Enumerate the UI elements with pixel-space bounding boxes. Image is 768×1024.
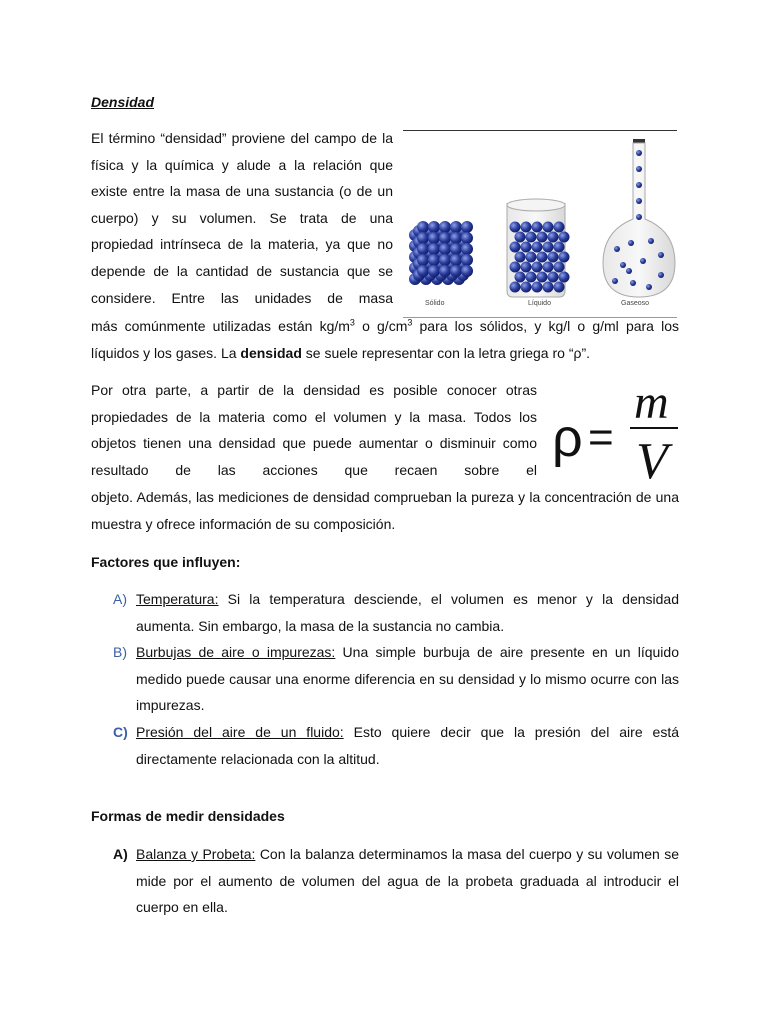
units-text: o g/cm (354, 318, 408, 334)
sphere-particle (515, 252, 526, 263)
sphere-particle (532, 242, 543, 253)
density-formula (550, 376, 680, 486)
sphere-particle (450, 265, 462, 277)
sphere-particle (532, 262, 543, 273)
factors-heading: Factores que influyen: (91, 554, 241, 570)
sphere-particle (537, 252, 548, 263)
sphere-particle (630, 280, 636, 286)
method-text: Con la balanza determinamos la masa del cuerpo y su volumen se mide por el aumento de volumen del agua de la probeta graduada al introducir el cuerpo en ella. (136, 846, 680, 916)
sphere-particle (626, 268, 632, 274)
sphere-particle (461, 243, 473, 255)
units-text: para los sólidos, y kg/l o g/ml para los líquidos y los gases. La (91, 318, 680, 361)
sphere-particle (450, 221, 462, 233)
units-text: más comúnmente utilizadas están kg/m (91, 318, 350, 334)
factor-text: Esto quiere decir que la presión del aire está directamente relacionada con la altitud. (136, 723, 679, 767)
intro-paragraph-tail (91, 313, 679, 366)
factors-list (113, 586, 679, 772)
sphere-particle (510, 222, 521, 233)
list-item (113, 841, 679, 921)
sphere-particle (537, 272, 548, 283)
bold-term: densidad (240, 344, 302, 361)
sphere-particle (450, 232, 462, 244)
sphere-particle (636, 198, 642, 204)
sphere-particle (628, 240, 634, 246)
intro-paragraph-lines: El término “densidad” proviene del campo de la física y la química y alude a la relación que existe entre la masa de una sustancia (o de un cuerpo) y su volumen. Se trata de una propiedad intrínseca de la materia, ya que no depende de la cantidad de sustancia que se considere. Entre las unidades de masa (91, 130, 393, 306)
sphere-particle (640, 258, 646, 264)
gas-state-image (603, 139, 675, 297)
sphere-particle (428, 221, 440, 233)
superscript: 3 (349, 317, 355, 328)
sphere-particle (461, 265, 473, 277)
factor-term: Temperatura: (136, 591, 219, 607)
sphere-particle (515, 232, 526, 243)
sphere-particle (548, 232, 559, 243)
methods-heading: Formas de medir densidades (91, 808, 285, 824)
sphere-particle (636, 214, 642, 220)
sphere-particle (612, 278, 618, 284)
sphere-particle (521, 242, 532, 253)
sphere-particle (439, 265, 451, 277)
sphere-particle (636, 182, 642, 188)
liquid-state-image (507, 199, 570, 297)
sphere-particle (559, 252, 570, 263)
second-paragraph-lines: Por otra parte, a partir de la densidad es posible conocer otras propiedades de la materia como el volumen y la masa. Todos los objetos tienen una densidad que puede aumentar o disminuir como resultado de las acciones que recaen sobre el (91, 382, 537, 478)
equals-sign: = (588, 413, 614, 462)
sphere-particle (417, 221, 429, 233)
sphere-particle (521, 262, 532, 273)
sphere-particle (521, 222, 532, 233)
liquid-label: Líquido (528, 300, 551, 307)
sphere-particle (521, 282, 532, 293)
sphere-particle (526, 252, 537, 263)
solid-label: Sólido (425, 300, 445, 307)
list-item (113, 639, 679, 719)
sphere-particle (614, 246, 620, 252)
states-of-matter-figure (403, 130, 677, 318)
sphere-particle (636, 166, 642, 172)
list-marker: C) (113, 723, 128, 740)
sphere-particle (450, 254, 462, 266)
sphere-particle (543, 262, 554, 273)
sphere-particle (510, 242, 521, 253)
sphere-particle (510, 262, 521, 273)
sphere-particle (428, 243, 440, 255)
sphere-particle (554, 262, 565, 273)
sphere-particle (417, 232, 429, 244)
sphere-particle (417, 254, 429, 266)
list-marker: A) (113, 846, 128, 862)
sphere-particle (636, 150, 642, 156)
sphere-particle (559, 232, 570, 243)
methods-list (113, 841, 679, 921)
sphere-particle (417, 265, 429, 277)
sphere-particle (439, 232, 451, 244)
second-paragraph-tail: objeto. Además, las mediciones de densidad comprueban la pureza y la concentración de una muestra y ofrece información de su composición. (91, 489, 679, 532)
sphere-particle (461, 221, 473, 233)
volume-symbol: V (636, 433, 668, 486)
sphere-particle (543, 282, 554, 293)
sphere-particle (554, 242, 565, 253)
sphere-particle (648, 238, 654, 244)
sphere-particle (620, 262, 626, 268)
list-item (113, 586, 679, 639)
units-text: se suele representar con la letra griega ro “ρ”. (301, 344, 590, 361)
sphere-particle (548, 272, 559, 283)
sphere-particle (428, 265, 440, 277)
sphere-particle (526, 232, 537, 243)
sphere-particle (537, 232, 548, 243)
factor-term: Presión del aire de un fluido: (136, 723, 344, 740)
solid-state-image (409, 221, 473, 285)
sphere-particle (543, 242, 554, 253)
sphere-particle (515, 272, 526, 283)
mass-symbol: m (634, 376, 669, 429)
sphere-particle (554, 222, 565, 233)
sphere-particle (532, 222, 543, 233)
section-title: Densidad (91, 94, 155, 110)
sphere-particle (658, 252, 664, 258)
sphere-particle (532, 282, 543, 293)
sphere-particle (439, 221, 451, 233)
gas-label: Gaseoso (621, 300, 650, 307)
sphere-particle (526, 272, 537, 283)
rho-symbol: ρ (552, 408, 583, 468)
sphere-particle (461, 232, 473, 244)
factor-text: Una simple burbuja de aire presente en un líquido medido puede causar una enorme diferencia en su densidad y lo mismo ocurre con las impurezas. (136, 644, 679, 714)
sphere-particle (450, 243, 462, 255)
sphere-particle (439, 243, 451, 255)
sphere-particle (559, 272, 570, 283)
sphere-particle (417, 243, 429, 255)
sphere-particle (510, 282, 521, 293)
list-marker: B) (113, 644, 127, 661)
sphere-particle (428, 232, 440, 244)
list-marker: A) (113, 591, 127, 607)
sphere-particle (548, 252, 559, 263)
sphere-particle (646, 284, 652, 290)
sphere-particle (428, 254, 440, 266)
superscript: 3 (407, 317, 413, 328)
list-item (113, 719, 679, 772)
sphere-particle (554, 282, 565, 293)
factor-term: Burbujas de aire o impurezas: (136, 644, 336, 661)
method-term: Balanza y Probeta: (136, 846, 256, 862)
factor-text: Si la temperatura desciende, el volumen es menor y la densidad aumenta. Sin embargo, la masa de la sustancia no cambia. (136, 591, 679, 634)
sphere-particle (439, 254, 451, 266)
sphere-particle (658, 272, 664, 278)
sphere-particle (461, 254, 473, 266)
sphere-particle (543, 222, 554, 233)
